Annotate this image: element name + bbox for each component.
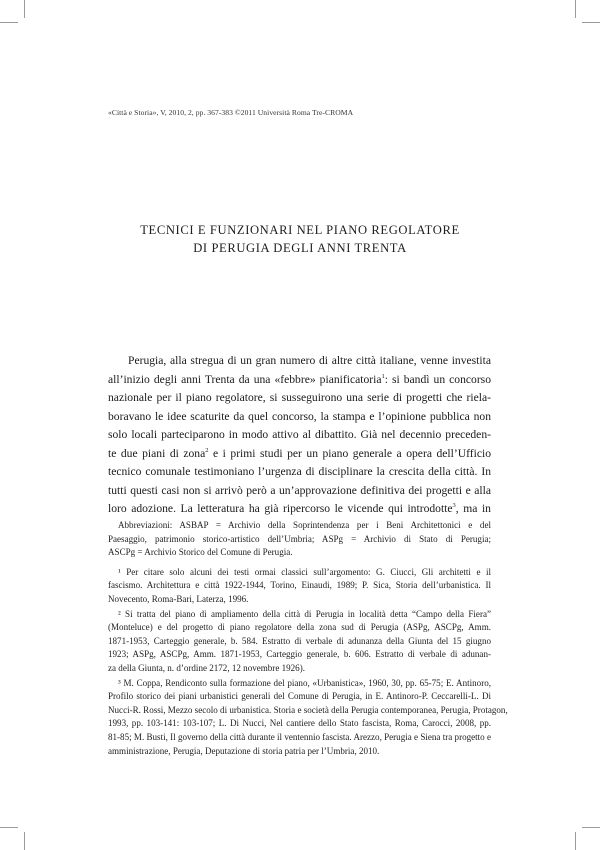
crop-mark [575,832,576,850]
note-line: 1923; ASPg, ASCPg, Amm. 1871-1953, Carteggio generale, b. 606. Estratto di verbale di adunan- [108,649,491,660]
note-line: 1993, pp. 103-141: 103-107; L. Di Nucci, Nel cantiere dello Stato fascista, Roma, Carocci, 2008, pp. [108,718,491,729]
note-line: Novecento, Roma-Bari, Laterza, 1996. [108,593,249,604]
crop-mark [582,22,600,23]
note-line: amministrazione, Perugia, Deputazione di storia patria per l’Umbria, 2010. [108,745,380,756]
body-paragraph [108,352,491,519]
journal-reference: «Città e Storia», V, 2010, 2, pp. 367-383 ©2011 Università Roma Tre-CROMA [108,108,354,117]
note-line: 81-85; M. Busti, Il governo della città durante il ventennio fascista. Arezzo, Perugia e Siena tra progetto e [108,731,491,742]
note-line: 1871-1953, Carteggio generale, b. 584. Estratto di verbale di adunanza della Giunta del 15 giugno [108,635,491,646]
abbreviations-note [108,519,491,560]
footnotes [108,519,508,759]
title-line: TECNICI E FUNZIONARI NEL PIANO REGOLATORE [140,223,460,237]
note-line: za della Giunta, n. d’ordine 2172, 12 novembre 1926). [108,662,305,673]
note-line: Paesaggio, patrimonio storico-artistico dell’Umbria; ASPg = Archivio di Stato di Perugia; [108,533,491,544]
body-line: te due piani di zona$^2$ e i primi studi per un piano generale a opera dell’Ufficio [108,446,491,460]
note-line: Abbreviazioni: ASBAP = Archivio della Soprintendenza per i Beni Architettonici e del [118,520,491,530]
note-line: ASCPg = Archivio Storico del Comune di Perugia. [108,547,293,558]
crop-mark [24,0,25,18]
body-line: boravano le idee scaturite da quel concorso, la stampa e l’opinione pubblica non [108,409,491,423]
crop-mark [0,22,18,23]
footnote-2 [108,608,491,676]
footnote-3 [108,677,508,759]
crop-mark [0,827,18,828]
note-line: Nucci-R. Rossi, Mezzo secolo di urbanistica. Storia e società della Perugia contemporanea, Perugia, Protagon, [108,704,508,715]
body-line: Perugia, alla stregua di un gran numero di altre città italiane, venne investita [128,354,491,367]
body-line: solo locali parteciparono in modo attivo al dibattito. Già nel decennio preceden- [108,428,491,441]
note-line: fascismo. Architettura e città 1922-1944, Torino, Einaudi, 1989; P. Sica, Storia dell’urbanistica. Il [108,580,491,591]
note-line: ² Si tratta del piano di ampliamento della città di Perugia in località detta “Campo della Fiera” [118,608,491,619]
note-line: ¹ Per citare solo alcuni dei testi ormai classici sull’argomento: G. Ciucci, Gli architetti e il [118,566,491,577]
note-line: ³ M. Coppa, Rendiconto sulla formazione del piano, «Urbanistica», 1960, 30, pp. 65-75; E. Antinoro, [118,677,491,688]
crop-mark [582,827,600,828]
body-line: tecnico comunale testimoniano l’urgenza di disciplinare la crescita della città. In [108,465,491,478]
note-line: (Monteluce) e del progetto di piano regolatore della zona sud di Perugia (ASPg, ASCPg, Amm. [108,622,491,633]
body-line: all’inizio degli anni Trenta da una «febbre» pianificatoria$^1$: si bandì un concorso [108,372,491,386]
crop-mark [575,0,576,18]
footnote-ref[interactable]: 1 [381,372,385,380]
footnote-ref[interactable]: 2 [205,446,209,454]
body-line: nazionale per il piano regolatore, si susseguirono una serie di progetti che riela- [108,391,491,404]
note-line: Profilo storico dei piani urbanistici generali del Comune di Perugia, in E. Antinoro-P. Ceccarelli-L. Di [108,691,491,702]
footnote-ref[interactable]: 3 [452,502,456,509]
footnote-1 [108,566,491,607]
body-line: tutti questi casi non si arrivò però a un’approvazione definitiva dei progetti e alla [108,483,491,497]
crop-mark [24,832,25,850]
body-line: loro adozione. La letteratura ha già ripercorso le vicende qui introdotte$^3$, ma in [108,502,491,515]
article-title [100,221,500,257]
title-line: DI PERUGIA DEGLI ANNI TRENTA [193,241,407,255]
